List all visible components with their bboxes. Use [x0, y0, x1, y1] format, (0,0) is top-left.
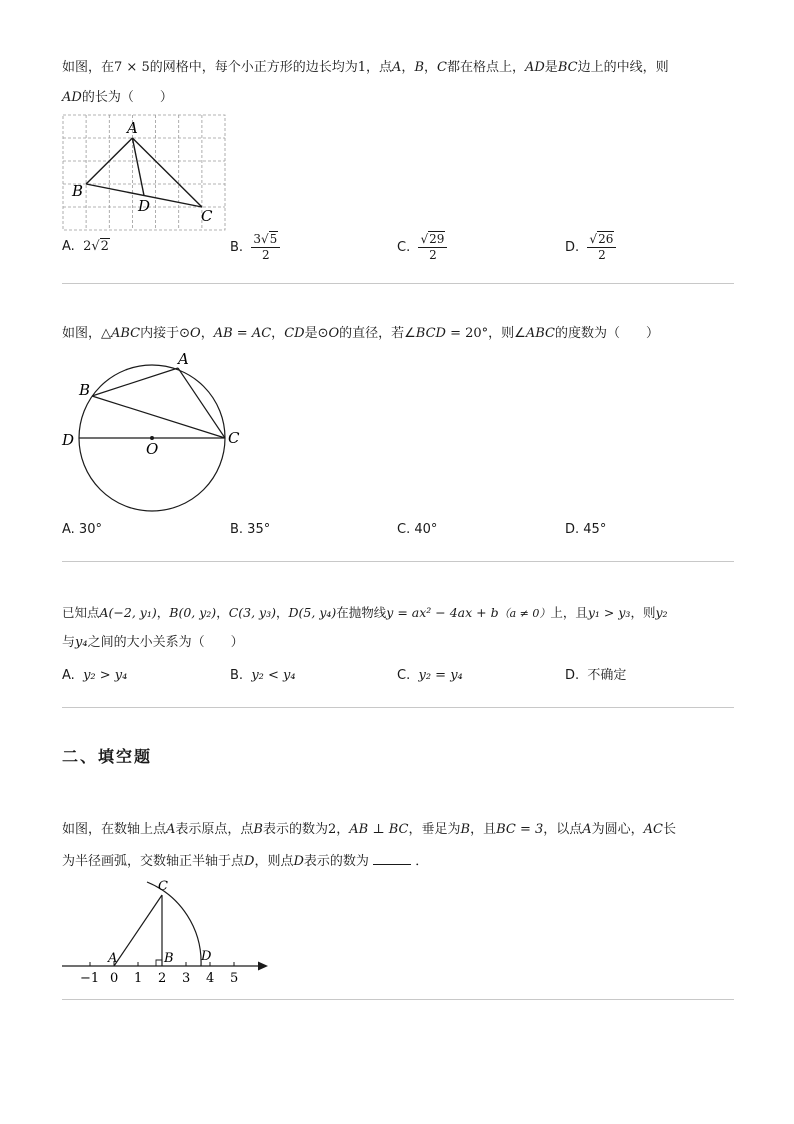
q2-option-d[interactable]: D. 45°: [565, 522, 607, 537]
divider: [62, 999, 734, 1000]
q4-label-c: C: [158, 879, 168, 894]
q4-label-b: B: [164, 951, 174, 966]
q4-tick-label: 0: [110, 971, 119, 986]
q3-option-b[interactable]: B. y₂ < y₄: [230, 668, 296, 683]
q1-grid-figure: [62, 112, 230, 234]
q1-label-a: A: [127, 119, 138, 137]
q4-label-a: A: [108, 951, 118, 966]
divider: [62, 707, 734, 708]
q1-option-c[interactable]: C. $\frac{√29}{2}$: [397, 232, 447, 263]
q4-segment-ac: [114, 895, 162, 966]
q3-stem-line1: 已知点A(−2, y₁)，B(0, y₂)，C(3, y₃)，D(5, y₄)在抛物线y = ax² − 4ax + b（a ≠ 0）上，且y₁ > y₃，则y₂: [62, 605, 668, 620]
q4-number-line-figure: [62, 872, 274, 988]
divider: [62, 561, 734, 562]
q4-tick-label: 1: [134, 971, 143, 986]
q2-option-a[interactable]: A. 30°: [62, 522, 102, 537]
q3-stem-line2: 与y₄之间的大小关系为（ ）: [62, 635, 244, 650]
q1-label-c: C: [201, 207, 213, 225]
q2-label-d: D: [62, 431, 75, 449]
q2-label-o: O: [146, 440, 159, 458]
q2-option-c[interactable]: C. 40°: [397, 522, 438, 537]
q4-tick-label: 2: [158, 971, 167, 986]
q4-tick-label: −1: [80, 971, 100, 986]
q1-stem-line1: 如图，在7 × 5的网格中，每个小正方形的边长均为1，点A，B，C都在格点上，AD是BC边上的中线，则: [62, 60, 669, 75]
q4-tick-label: 4: [206, 971, 215, 986]
q3-option-d[interactable]: D. 不确定: [565, 668, 627, 683]
q1-option-d[interactable]: D. $\frac{√26}{2}$: [565, 232, 616, 263]
q4-axis-arrow: [258, 962, 268, 971]
q2-segment-bc: [92, 396, 225, 438]
q4-answer-blank[interactable]: [373, 852, 411, 865]
q4-label-d: D: [201, 949, 212, 964]
section-title: 二、填空题: [62, 747, 153, 766]
q4-arc: [147, 882, 201, 966]
q4-tick-label: 3: [182, 971, 191, 986]
q4-stem-line1: 如图，在数轴上点A表示原点，点B表示的数为2，AB ⊥ BC，垂足为B，且BC = 3，以点A为圆心，AC长: [62, 822, 677, 837]
q2-label-b: B: [79, 381, 91, 399]
q1-label-b: B: [72, 182, 84, 200]
q4-right-angle-mark: [156, 960, 162, 966]
q1-option-b[interactable]: B. $\frac{3√5}{2}$: [230, 232, 280, 263]
q4-tick-label: 5: [230, 971, 239, 986]
q1-stem-line2: AD的长为（ ）: [62, 90, 173, 105]
q2-label-c: C: [228, 429, 240, 447]
q2-stem: 如图，△ABC内接于⊙O，AB = AC，CD是⊙O的直径，若∠BCD = 20°，则∠ABC的度数为（ ）: [62, 326, 659, 341]
q1-segment-ad: [132, 138, 144, 196]
q2-circle-figure: [58, 348, 258, 514]
q3-option-a[interactable]: A. y₂ > y₄: [62, 668, 128, 683]
q3-option-c[interactable]: C. y₂ = y₄: [397, 668, 463, 683]
q2-option-b[interactable]: B. 35°: [230, 522, 271, 537]
divider: [62, 283, 734, 284]
q2-segment-ac: [178, 368, 225, 438]
q4-stem-line2: 为半径画弧，交数轴正半轴于点D，则点D表示的数为 ．: [62, 854, 429, 869]
q1-label-d: D: [138, 197, 151, 215]
q1-option-a[interactable]: A. 2√2: [62, 239, 109, 254]
q2-label-a: A: [178, 350, 189, 368]
